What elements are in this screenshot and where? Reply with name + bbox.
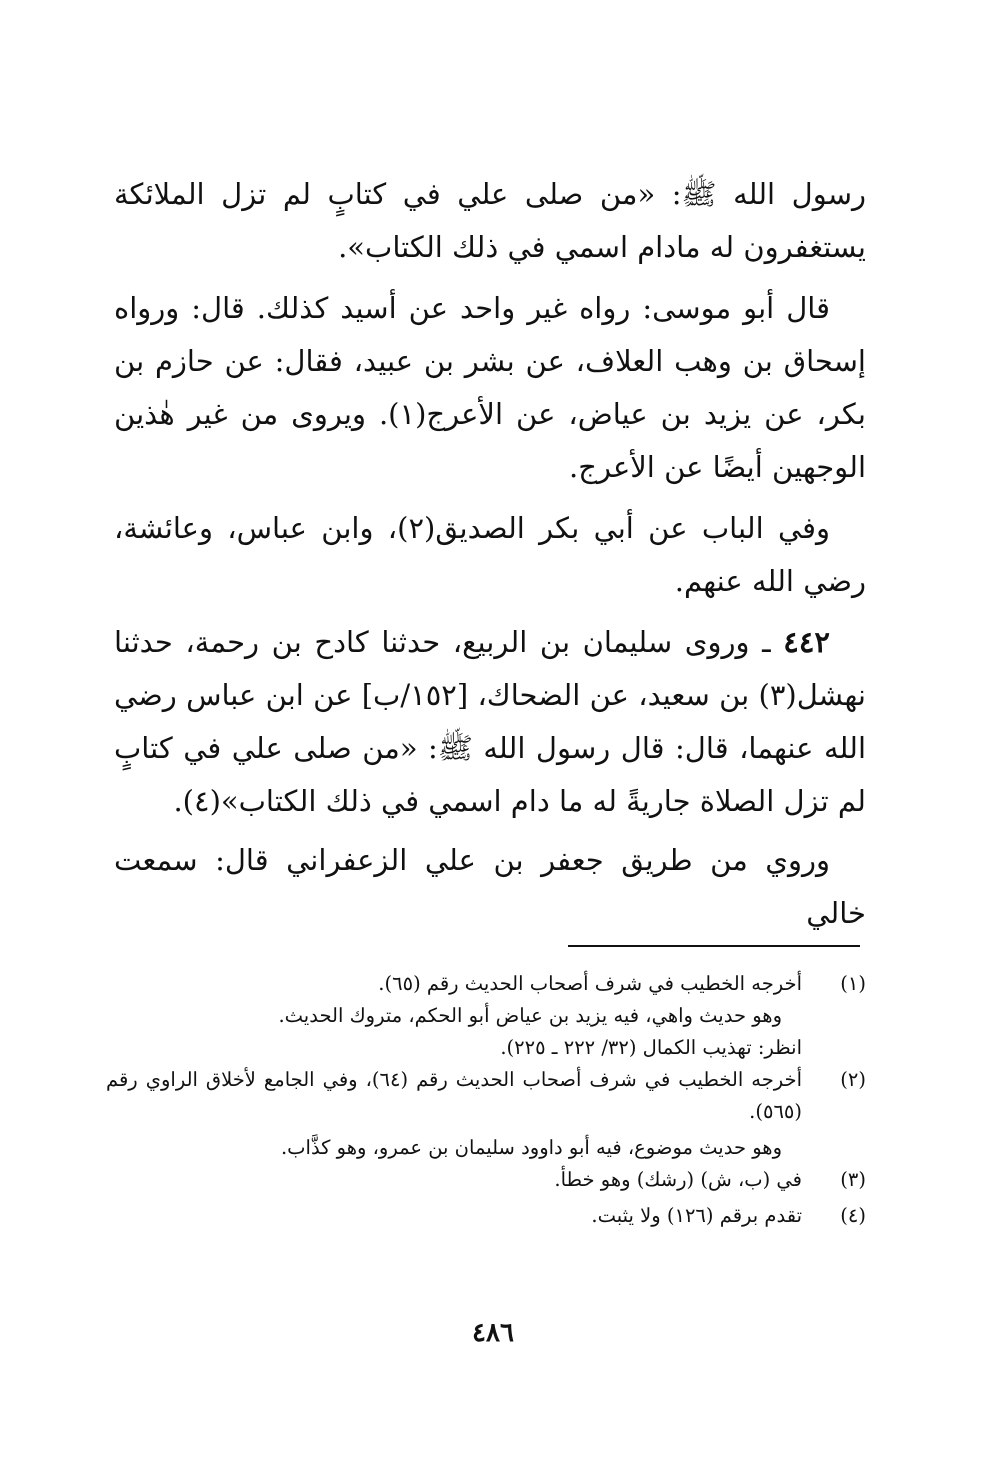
hadith-text: ـ وروى سليمان بن الربيع، حدثنا كادح بن رحمة، حدثنا نهشل(٣) بن سعيد، عن الضحاك، [١٥٢/ب] عن ابن عباس رضي الله عنهما، قال: قال رسول الله ﷺ: «من صلى علي في كتابٍ لم تزل الصلاة جاريةً له ما دام اسمي في ذلك الكتاب»(٤). — [114, 625, 866, 818]
footnote-separator — [568, 945, 860, 947]
paragraph-3: وفي الباب عن أبي بكر الصديق(٢)، وابن عباس، وعائشة، رضي الله عنهم. — [114, 511, 866, 598]
footnote-number: (٣) — [840, 1168, 866, 1191]
page-number: ٤٨٦ — [472, 1318, 514, 1348]
paragraph-1: رسول الله ﷺ: «من صلى علي في كتابٍ لم تزل الملائكة يستغفرون له مادام اسمي في ذلك الكتاب». — [114, 177, 866, 264]
footnote-number: (٤) — [840, 1204, 866, 1227]
footnote-line: وهو حديث واهي، فيه يزيد بن عياض أبو الحكم، متروك الحديث. — [278, 1004, 782, 1027]
footnote-line: في (ب، ش) (رشك) وهو خطأ. — [554, 1168, 802, 1191]
footnote-line: أخرجه الخطيب في شرف أصحاب الحديث رقم (٦٥). — [378, 972, 802, 995]
footnote-3 — [106, 1164, 866, 1196]
paragraph-4-hadith-442 — [114, 616, 866, 828]
footnote-number: (١) — [840, 972, 866, 995]
footnote-4 — [106, 1200, 866, 1232]
paragraph-2: قال أبو موسى: رواه غير واحد عن أسيد كذلك. قال: ورواه إسحاق بن وهب العلاف، عن بشر بن عبيد، فقال: عن حازم بن بكر، عن يزيد بن عياض، عن الأعرج(١). ويروى من غير هٰذين الوجهين أيضًا عن الأعرج. — [114, 291, 866, 484]
footnote-number: (٢) — [840, 1068, 866, 1091]
footnote-line: وهو حديث موضوع، فيه أبو داوود سليمان بن عمرو، وهو كذَّاب. — [280, 1136, 782, 1159]
footnote-2 — [106, 1064, 866, 1128]
paragraph-5: وروي من طريق جعفر بن علي الزعفراني قال: سمعت خالي — [114, 843, 866, 930]
footnote-line: تقدم برقم (١٢٦) ولا يثبت. — [591, 1204, 802, 1227]
footnotes — [106, 968, 866, 1232]
footnote-line: أخرجه الخطيب في شرف أصحاب الحديث رقم (٦٤)، وفي الجامع لأخلاق الراوي رقم (٥٦٥). — [106, 1068, 803, 1123]
footnote-1 — [106, 968, 866, 1000]
hadith-number: ٤٤٢ — [783, 625, 830, 659]
footnote-line: انظر: تهذيب الكمال (٣٢/ ٢٢٢ ـ ٢٢٥). — [500, 1036, 802, 1059]
